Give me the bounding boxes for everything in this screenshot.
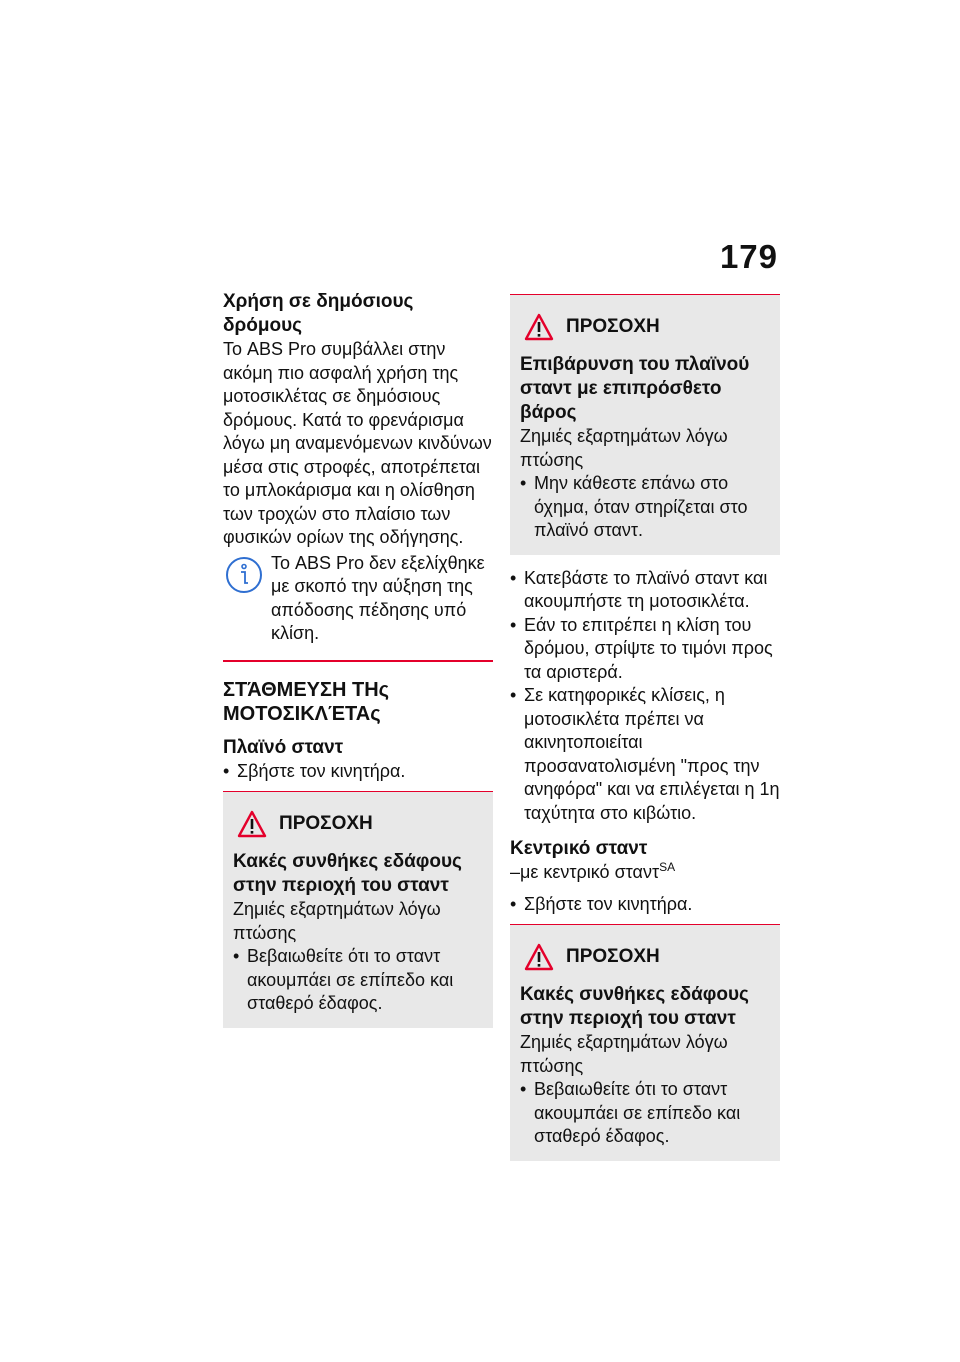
parking-steps-list xyxy=(510,567,780,826)
center-stand-prefix: –με κεντρικό σταντ xyxy=(510,862,660,882)
info-icon xyxy=(223,554,265,596)
right-column xyxy=(510,294,780,1161)
section-text-public-roads: Το ABS Pro συμβάλλει στην ακόμη πιο ασφαλή χρήση της μοτοσικλέτας σε δημόσιους δρόμους. Κατά το φρενάρισμα λόγω μη αναμενόμενων κινδύνων μέσα στις στροφές, αποτρέπεται το μπλοκάρισμα και η ολίσθηση των τροχών στο πλαίσιο των φυσικών ορίων της οδήγησης. xyxy=(223,339,492,547)
warning-title: ΠΡΟΣΟΧΗ xyxy=(279,813,373,834)
bullet-glyph: • xyxy=(510,893,517,914)
list-item-text: Εάν το επιτρέπει η κλίση του δρόμου, στρίψτε το τιμόνι προς τα αριστερά. xyxy=(524,614,773,682)
list-item-text: Κατεβάστε το πλαϊνό σταντ και ακουμπήστε τη μοτοσικλέτα. xyxy=(524,567,768,611)
optional-equipment-sup: SA xyxy=(659,860,676,874)
list-item xyxy=(510,684,780,825)
warning-triangle-icon xyxy=(524,943,554,971)
center-stand-availability xyxy=(510,861,780,885)
warning-heading: Επιβάρυνση του πλαϊνού σταντ με επιπρόσθετο βάρος xyxy=(520,354,750,423)
list-item xyxy=(510,614,780,685)
warning-triangle-icon xyxy=(524,313,554,341)
major-heading-parking: ΣΤΆΘΜΕΥΣΗ ΤΗς ΜΟΤΟΣΙΚΛΈΤΑς xyxy=(223,678,390,725)
bullet-text: Μην κάθεστε επάνω στο όχημα, όταν στηρίζεται στο πλαϊνό σταντ. xyxy=(534,473,748,540)
bullet-glyph: • xyxy=(520,473,527,493)
warning-consequence: Ζημιές εξαρτημάτων λόγω πτώσης xyxy=(520,1032,728,1076)
bullet-text: Βεβαιωθείτε ότι το σταντ ακουμπάει σε επίπεδο και σταθερό έδαφος. xyxy=(247,946,454,1013)
warning-title: ΠΡΟΣΟΧΗ xyxy=(566,946,660,967)
bullet-glyph: • xyxy=(510,614,517,635)
warning-bullet xyxy=(520,472,766,543)
warning-consequence: Ζημιές εξαρτημάτων λόγω πτώσης xyxy=(233,899,441,943)
page-number: 179 xyxy=(719,238,778,275)
bullet-glyph: • xyxy=(233,946,240,966)
warning-bullet xyxy=(520,1078,766,1149)
bullet-glyph: • xyxy=(520,1079,527,1099)
list-item-text: Σε κατηφορικές κλίσεις, η μοτοσικλέτα πρέπει να ακινητοποιείται προσανατολισμένη "προς την ανηφόρα" και να επιλέγεται η 1η ταχύτητα στο κιβώτιο. xyxy=(524,685,780,823)
warning-heading: Κακές συνθήκες εδάφους στην περιοχή του σταντ xyxy=(233,851,462,896)
warning-triangle-icon xyxy=(237,810,267,838)
warning-header xyxy=(520,939,766,975)
bullet-text: Βεβαιωθείτε ότι το σταντ ακουμπάει σε επίπεδο και σταθερό έδαφος. xyxy=(534,1079,741,1146)
center-stand-bullet xyxy=(510,893,780,917)
center-stand-heading: Κεντρικό σταντ xyxy=(510,838,648,859)
warning-title: ΠΡΟΣΟΧΗ xyxy=(566,316,660,337)
warning-box-2 xyxy=(510,295,780,555)
warning-box-3 xyxy=(510,925,780,1161)
bullet-text: Σβήστε τον κινητήρα. xyxy=(524,893,693,914)
warning-box-1 xyxy=(223,792,493,1028)
warning-heading: Κακές συνθήκες εδάφους στην περιοχή του σταντ xyxy=(520,984,749,1029)
bullet-text: Σβήστε τον κινητήρα. xyxy=(237,760,406,781)
warning-consequence: Ζημιές εξαρτημάτων λόγω πτώσης xyxy=(520,426,728,470)
section-rule xyxy=(223,660,493,662)
section-title-public-roads: Χρήση σε δημόσιους δρόμους xyxy=(223,291,414,336)
info-note xyxy=(223,552,493,646)
list-item xyxy=(510,567,780,614)
bullet-glyph: • xyxy=(510,685,517,705)
side-stand-bullet xyxy=(223,760,493,784)
left-column xyxy=(223,290,493,1028)
side-stand-heading: Πλαϊνό σταντ xyxy=(223,736,344,758)
warning-header xyxy=(520,309,766,345)
bullet-glyph: • xyxy=(223,760,230,781)
bullet-glyph: • xyxy=(510,567,517,588)
warning-bullet xyxy=(233,945,479,1016)
warning-header xyxy=(233,806,479,842)
info-note-text: Το ABS Pro δεν εξελίχθηκε με σκοπό την αύξηση της απόδοσης πέδησης υπό κλίση. xyxy=(271,552,485,643)
